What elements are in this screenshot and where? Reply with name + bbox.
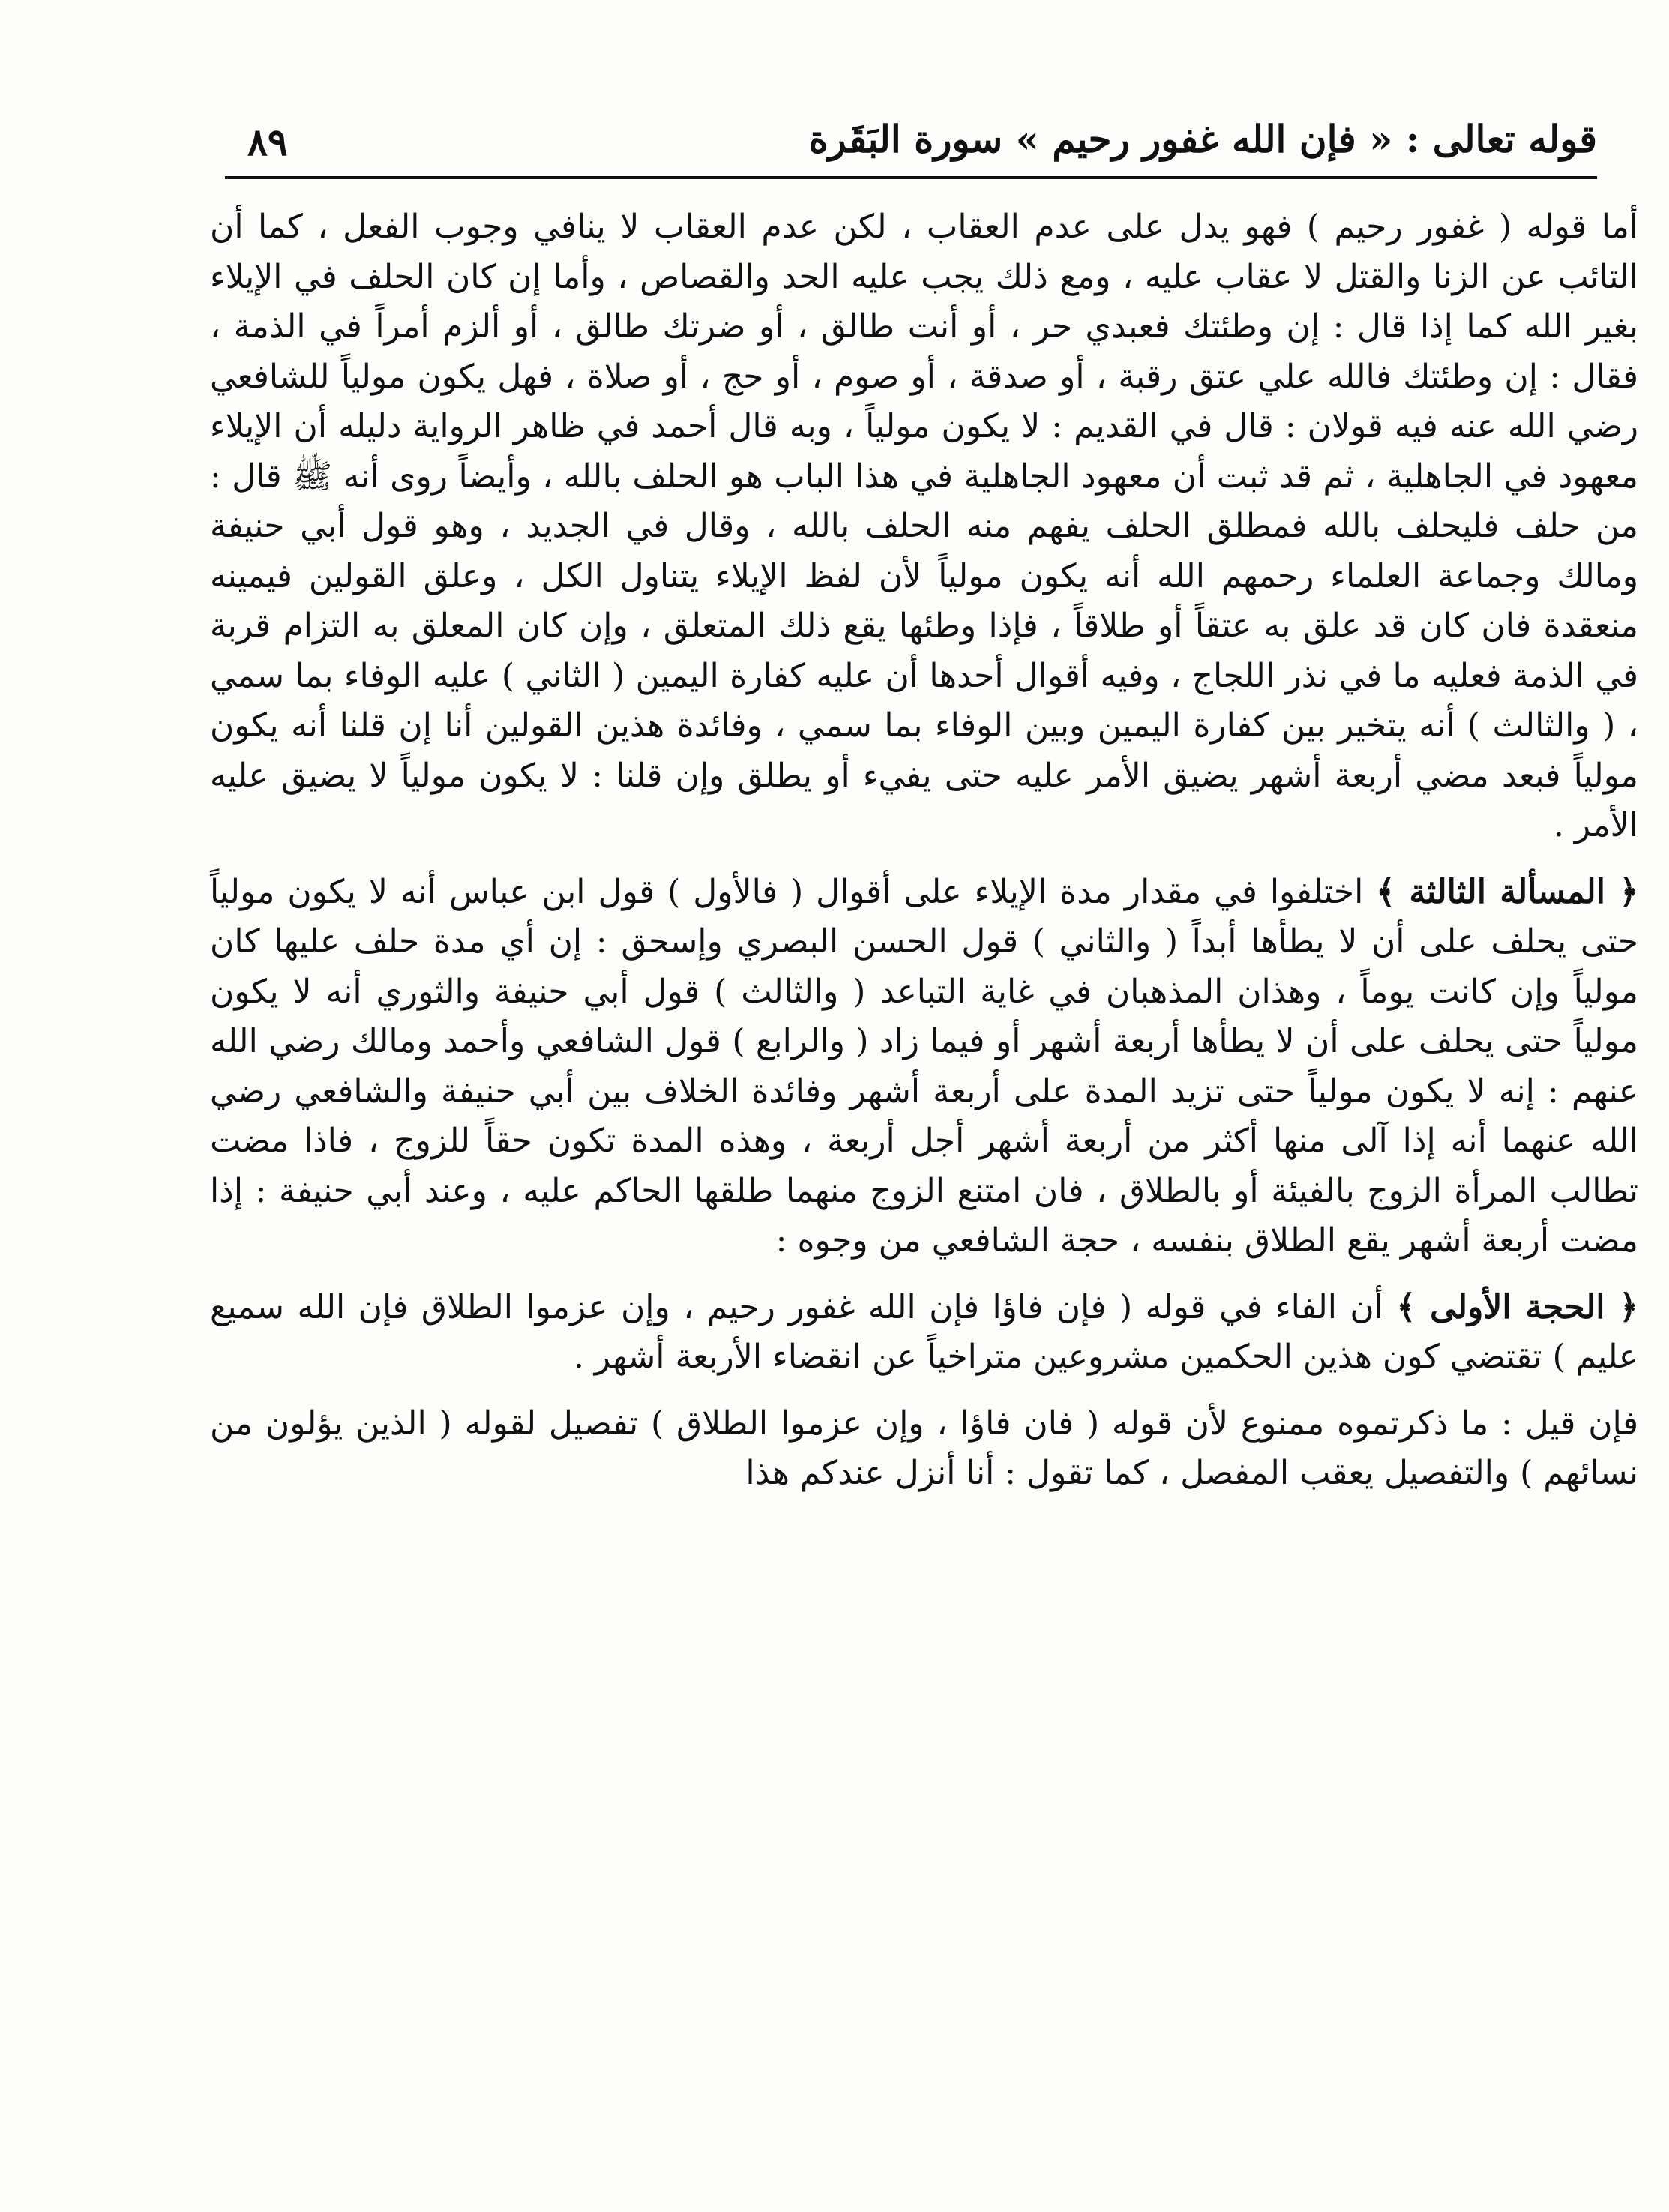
section-heading: ﴿ المسألة الثالثة ﴾ — [1376, 872, 1638, 911]
paragraph — [210, 1399, 1638, 1499]
page-header — [225, 112, 1597, 172]
paragraph-text: أما قوله ( غفور رحيم ) فهو يدل على عدم العقاب ، لكن عدم العقاب لا ينافي وجوب الفعل ، كما أن التائب عن الزنا والقتل لا عقاب عليه ، ومع ذلك يجب عليه الحد والقصاص ، وأما إن كان الحلف في الإيلاء بغير الله كما إذا قال : إن وطئتك فعبدي حر ، أو أنت طالق ، أو ضرتك طالق ، أو ألزم أمراً في الذمة ، فقال : إن وطئتك فالله علي عتق رقبة ، أو صدقة ، أو صوم ، أو حج ، أو صلاة ، فهل يكون مولياً للشافعي رضي الله عنه فيه قولان : قال في القديم : لا يكون مولياً ، وبه قال أحمد في ظاهر الرواية دليله أن الإيلاء معهود في الجاهلية ، ثم قد ثبت أن معهود الجاهلية في هذا الباب هو الحلف بالله ، وأيضاً روى أنه ﷺ قال : من حلف فليحلف بالله فمطلق الحلف يفهم منه الحلف بالله ، وقال في الجديد ، وهو قول أبي حنيفة ومالك وجماعة العلماء رحمهم الله أنه يكون مولياً لأن لفظ الإيلاء يتناول الكل ، وعلق القولين فيمينه منعقدة فان كان قد علق به عتقاً أو طلاقاً ، فإذا وطئها يقع ذلك المتعلق ، وإن كان المعلق به التزام قربة في الذمة فعليه ما في نذر اللجاج ، وفيه أقوال أحدها أن عليه كفارة اليمين ( الثاني ) عليه الوفاء بما سمي ، ( والثالث ) أنه يتخير بين كفارة اليمين وبين الوفاء بما سمي ، وفائدة هذين القولين أنا إن قلنا أنه يكون مولياً فبعد مضي أربعة أشهر يضيق الأمر عليه حتى يفيء أو يطلق وإن قلنا : لا يكون مولياً لا يضيق عليه الأمر . — [210, 208, 1639, 844]
paragraph-text: اختلفوا في مقدار مدة الإيلاء على أقوال ( فالأول ) قول ابن عباس أنه لا يكون مولياً حتى يحلف على أن لا يطأها أبداً ( والثاني ) قول الحسن البصري وإسحق : إن أي مدة حلف عليها كان مولياً وإن كانت يوماً ، وهذان المذهبان في غاية التباعد ( والثالث ) قول أبي حنيفة والثوري أنه لا يكون مولياً حتى يحلف على أن لا يطأها أربعة أشهر أو فيما زاد ( والرابع ) قول الشافعي وأحمد ومالك رضي الله عنهم : إنه لا يكون مولياً حتى تزيد المدة على أربعة أشهر وفائدة الخلاف بين أبي حنيفة والشافعي رضي الله عنهما أنه إذا آلى منها أكثر من أربعة أشهر أجل أربعة ، وهذه المدة تكون حقاً للزوج ، فاذا مضت تطالب المرأة الزوج بالفيئة أو بالطلاق ، فان امتنع الزوج منهما طلقها الحاكم عليه ، وعند أبي حنيفة : إذا مضت أربعة أشهر يقع الطلاق بنفسه ، حجة الشافعي من وجوه : — [210, 872, 1638, 1260]
paragraph — [210, 868, 1638, 1266]
running-head: قوله تعالى : « فإن الله غفور رحيم » سورة البَقَرة — [808, 117, 1597, 161]
page-number: ٨٩ — [247, 120, 288, 164]
body-text — [210, 202, 1638, 1499]
header-rule — [225, 176, 1597, 179]
paragraph-text: فإن قيل : ما ذكرتموه ممنوع لأن قوله ( فان فاؤا ، وإن عزموا الطلاق ) تفصيل لقوله ( الذين يؤلون من نسائهم ) والتفصيل يعقب المفصل ، كما تقول : أنا أنزل عندكم هذا — [210, 1404, 1638, 1492]
paragraph — [210, 202, 1638, 851]
paragraph — [210, 1283, 1638, 1383]
paragraph-text: أن الفاء في قوله ( فإن فاؤا فإن الله غفور رحيم ، وإن عزموا الطلاق فإن الله سميع عليم ) تقتضي كون هذين الحكمين مشروعين متراخياً عن انقضاء الأربعة أشهر . — [210, 1287, 1638, 1376]
section-heading: ﴿ الحجة الأولى ﴾ — [1396, 1287, 1638, 1326]
